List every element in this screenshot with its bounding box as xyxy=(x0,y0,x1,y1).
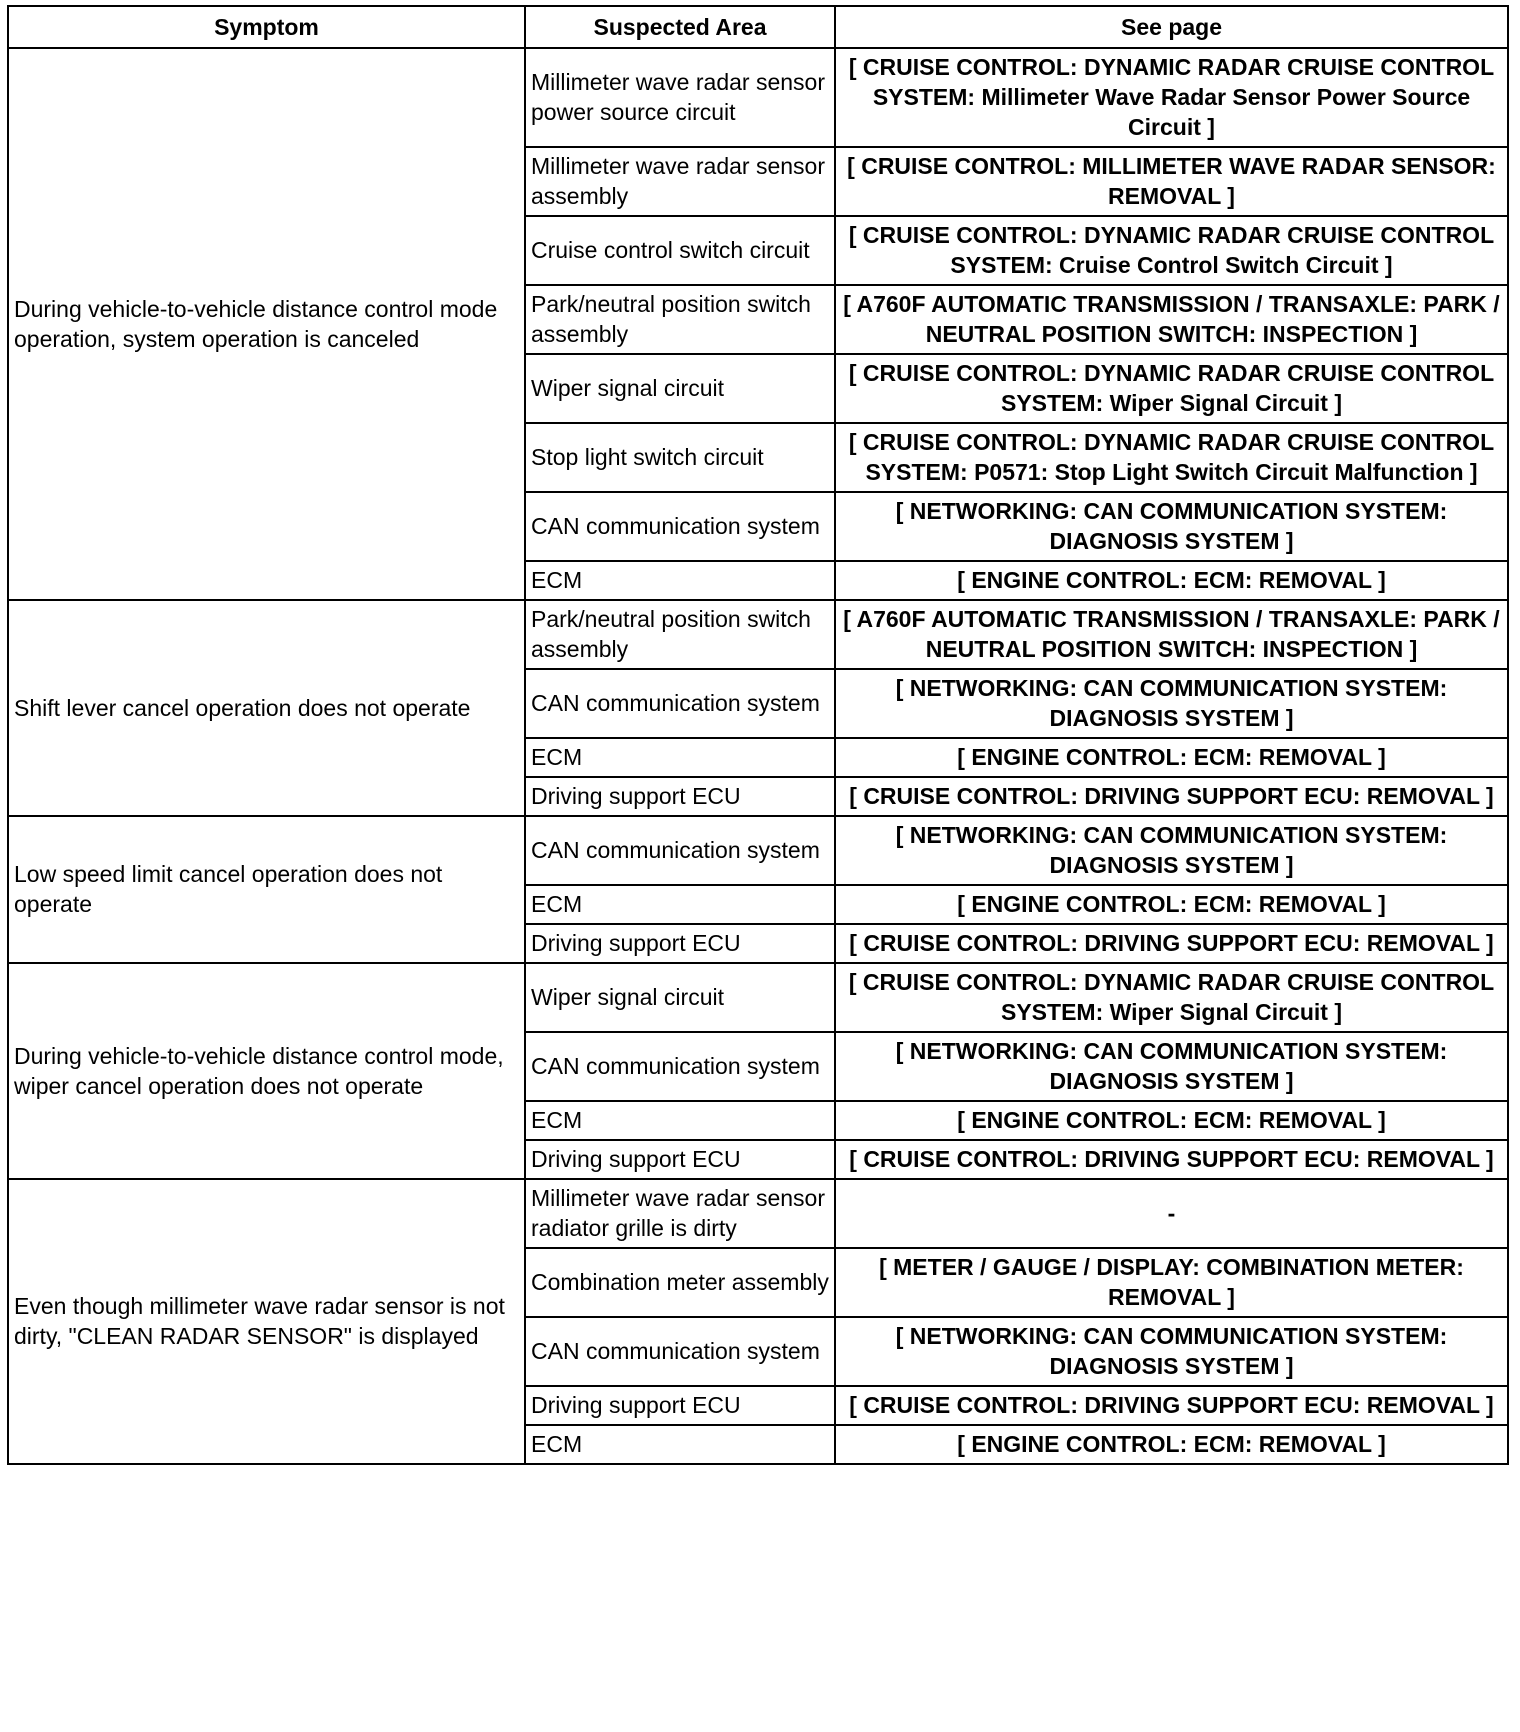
suspected-area-cell: CAN communication system xyxy=(525,1317,835,1386)
suspected-area-cell: CAN communication system xyxy=(525,669,835,738)
table-body xyxy=(8,48,1508,1464)
symptom-cell: Low speed limit cancel operation does not operate xyxy=(8,816,525,963)
suspected-area-cell: ECM xyxy=(525,1101,835,1140)
table-row xyxy=(8,48,1508,147)
see-page-reference: [ ENGINE CONTROL: ECM: REMOVAL ] xyxy=(835,561,1508,600)
header-symptom: Symptom xyxy=(8,6,525,48)
table-row xyxy=(8,816,1508,885)
see-page-reference: - xyxy=(835,1179,1508,1248)
table-row xyxy=(8,600,1508,669)
see-page-reference: [ CRUISE CONTROL: DYNAMIC RADAR CRUISE CONTROL SYSTEM: Wiper Signal Circuit ] xyxy=(835,354,1508,423)
see-page-reference: [ METER / GAUGE / DISPLAY: COMBINATION METER: REMOVAL ] xyxy=(835,1248,1508,1317)
header-row xyxy=(8,6,1508,48)
see-page-reference: [ A760F AUTOMATIC TRANSMISSION / TRANSAXLE: PARK / NEUTRAL POSITION SWITCH: INSPECTION ] xyxy=(835,285,1508,354)
see-page-reference: [ ENGINE CONTROL: ECM: REMOVAL ] xyxy=(835,738,1508,777)
see-page-reference: [ CRUISE CONTROL: DYNAMIC RADAR CRUISE CONTROL SYSTEM: P0571: Stop Light Switch Circuit Malfunction ] xyxy=(835,423,1508,492)
suspected-area-cell: Millimeter wave radar sensor power source circuit xyxy=(525,48,835,147)
see-page-reference: [ A760F AUTOMATIC TRANSMISSION / TRANSAXLE: PARK / NEUTRAL POSITION SWITCH: INSPECTION ] xyxy=(835,600,1508,669)
suspected-area-cell: Combination meter assembly xyxy=(525,1248,835,1317)
suspected-area-cell: Stop light switch circuit xyxy=(525,423,835,492)
see-page-reference: [ CRUISE CONTROL: DYNAMIC RADAR CRUISE CONTROL SYSTEM: Millimeter Wave Radar Sensor Power Source Circuit ] xyxy=(835,48,1508,147)
see-page-reference: [ CRUISE CONTROL: DRIVING SUPPORT ECU: REMOVAL ] xyxy=(835,1386,1508,1425)
suspected-area-cell: Park/neutral position switch assembly xyxy=(525,285,835,354)
see-page-reference: [ NETWORKING: CAN COMMUNICATION SYSTEM: DIAGNOSIS SYSTEM ] xyxy=(835,1032,1508,1101)
suspected-area-cell: Millimeter wave radar sensor radiator grille is dirty xyxy=(525,1179,835,1248)
see-page-reference: [ CRUISE CONTROL: MILLIMETER WAVE RADAR SENSOR: REMOVAL ] xyxy=(835,147,1508,216)
see-page-reference: [ CRUISE CONTROL: DRIVING SUPPORT ECU: REMOVAL ] xyxy=(835,1140,1508,1179)
suspected-area-cell: Park/neutral position switch assembly xyxy=(525,600,835,669)
see-page-reference: [ ENGINE CONTROL: ECM: REMOVAL ] xyxy=(835,885,1508,924)
table-row xyxy=(8,1179,1508,1248)
suspected-area-cell: Wiper signal circuit xyxy=(525,963,835,1032)
see-page-reference: [ ENGINE CONTROL: ECM: REMOVAL ] xyxy=(835,1425,1508,1464)
header-suspected-area: Suspected Area xyxy=(525,6,835,48)
suspected-area-cell: Driving support ECU xyxy=(525,777,835,816)
see-page-reference: [ CRUISE CONTROL: DYNAMIC RADAR CRUISE CONTROL SYSTEM: Cruise Control Switch Circuit ] xyxy=(835,216,1508,285)
see-page-reference: [ NETWORKING: CAN COMMUNICATION SYSTEM: DIAGNOSIS SYSTEM ] xyxy=(835,669,1508,738)
suspected-area-cell: ECM xyxy=(525,1425,835,1464)
symptom-cell: During vehicle-to-vehicle distance control mode operation, system operation is canceled xyxy=(8,48,525,600)
suspected-area-cell: Wiper signal circuit xyxy=(525,354,835,423)
suspected-area-cell: ECM xyxy=(525,738,835,777)
suspected-area-cell: Driving support ECU xyxy=(525,1140,835,1179)
see-page-reference: [ NETWORKING: CAN COMMUNICATION SYSTEM: DIAGNOSIS SYSTEM ] xyxy=(835,492,1508,561)
suspected-area-cell: Cruise control switch circuit xyxy=(525,216,835,285)
see-page-reference: [ ENGINE CONTROL: ECM: REMOVAL ] xyxy=(835,1101,1508,1140)
table-row xyxy=(8,963,1508,1032)
symptom-cell: Even though millimeter wave radar sensor is not dirty, "CLEAN RADAR SENSOR" is displayed xyxy=(8,1179,525,1464)
suspected-area-cell: Driving support ECU xyxy=(525,1386,835,1425)
suspected-area-cell: ECM xyxy=(525,561,835,600)
see-page-reference: [ NETWORKING: CAN COMMUNICATION SYSTEM: DIAGNOSIS SYSTEM ] xyxy=(835,1317,1508,1386)
suspected-area-cell: ECM xyxy=(525,885,835,924)
header-see-page: See page xyxy=(835,6,1508,48)
suspected-area-cell: Millimeter wave radar sensor assembly xyxy=(525,147,835,216)
problem-symptoms-table xyxy=(7,5,1509,1465)
symptom-cell: Shift lever cancel operation does not operate xyxy=(8,600,525,816)
suspected-area-cell: CAN communication system xyxy=(525,1032,835,1101)
see-page-reference: [ CRUISE CONTROL: DRIVING SUPPORT ECU: REMOVAL ] xyxy=(835,777,1508,816)
see-page-reference: [ NETWORKING: CAN COMMUNICATION SYSTEM: DIAGNOSIS SYSTEM ] xyxy=(835,816,1508,885)
see-page-reference: [ CRUISE CONTROL: DYNAMIC RADAR CRUISE CONTROL SYSTEM: Wiper Signal Circuit ] xyxy=(835,963,1508,1032)
suspected-area-cell: CAN communication system xyxy=(525,492,835,561)
see-page-reference: [ CRUISE CONTROL: DRIVING SUPPORT ECU: REMOVAL ] xyxy=(835,924,1508,963)
suspected-area-cell: Driving support ECU xyxy=(525,924,835,963)
suspected-area-cell: CAN communication system xyxy=(525,816,835,885)
symptom-cell: During vehicle-to-vehicle distance control mode, wiper cancel operation does not operate xyxy=(8,963,525,1179)
